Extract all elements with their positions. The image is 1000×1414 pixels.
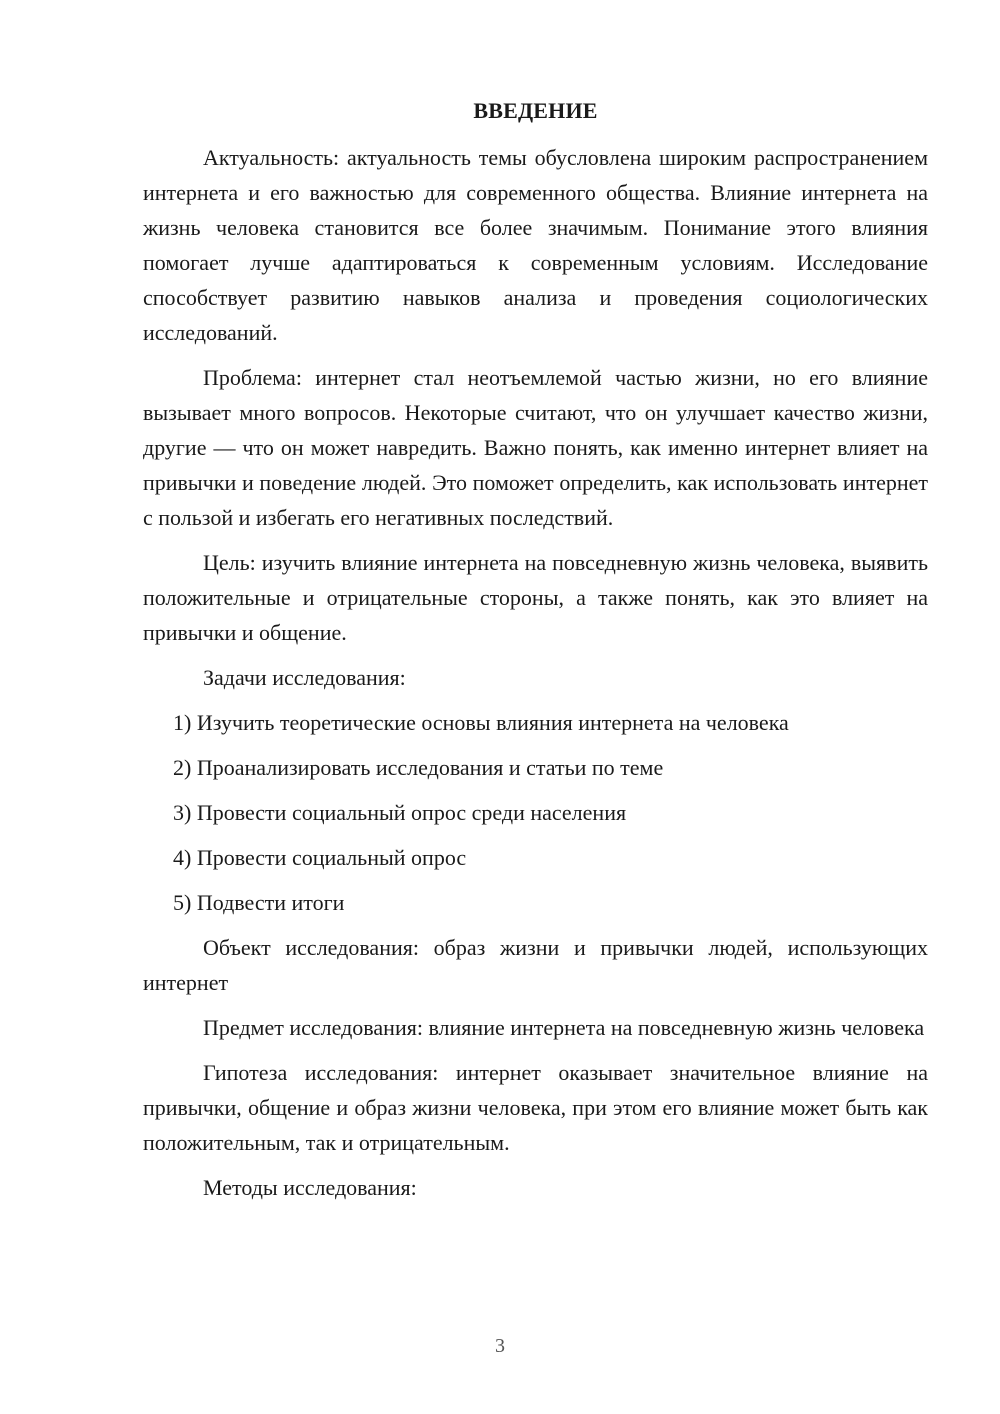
- methods-heading: Методы исследования:: [203, 1175, 417, 1200]
- hypothesis-paragraph: Гипотеза исследования: интернет оказывает значительное влияние на привычки, общение и образ жизни человека, при этом его влияние может быть как положительным, так и отрицательным.: [143, 1060, 928, 1155]
- list-item: 3) Провести социальный опрос среди населения: [173, 800, 627, 825]
- list-item: 1) Изучить теоретические основы влияния интернета на человека: [173, 710, 789, 735]
- tasks-list: [143, 705, 928, 920]
- page-number: 3: [495, 1335, 505, 1357]
- list-item: 4) Провести социальный опрос: [173, 845, 467, 870]
- relevance-paragraph: Актуальность: актуальность темы обусловлена широким распространением интернета и его важностью для современного общества. Влияние интернета на жизнь человека становится все более значимым. Понимание этого влияния помогает лучше адаптироваться к современным условиям. Исследование способствует развитию навыков анализа и проведения социологических исследований.: [143, 145, 928, 345]
- goal-paragraph: Цель: изучить влияние интернета на повседневную жизнь человека, выявить положительные и отрицательные стороны, а также понять, как это влияет на привычки и общение.: [143, 550, 928, 645]
- subject-paragraph: Предмет исследования: влияние интернета на повседневную жизнь человека: [203, 1015, 925, 1040]
- tasks-heading: Задачи исследования:: [203, 665, 406, 690]
- problem-paragraph: Проблема: интернет стал неотъемлемой частью жизни, но его влияние вызывает много вопросов. Некоторые считают, что он улучшает качество жизни, другие — что он может навредить. Важно понять, как именно интернет влияет на привычки и поведение людей. Это поможет определить, как использовать интернет с пользой и избегать его негативных последствий.: [143, 365, 928, 530]
- section-heading: ВВЕДЕНИЕ: [473, 98, 598, 123]
- object-paragraph: Объект исследования: образ жизни и привычки людей, использующих интернет: [143, 935, 928, 995]
- list-item: 5) Подвести итоги: [173, 890, 345, 915]
- list-item: 2) Проанализировать исследования и статьи по теме: [173, 755, 664, 780]
- page-content: [143, 96, 928, 1215]
